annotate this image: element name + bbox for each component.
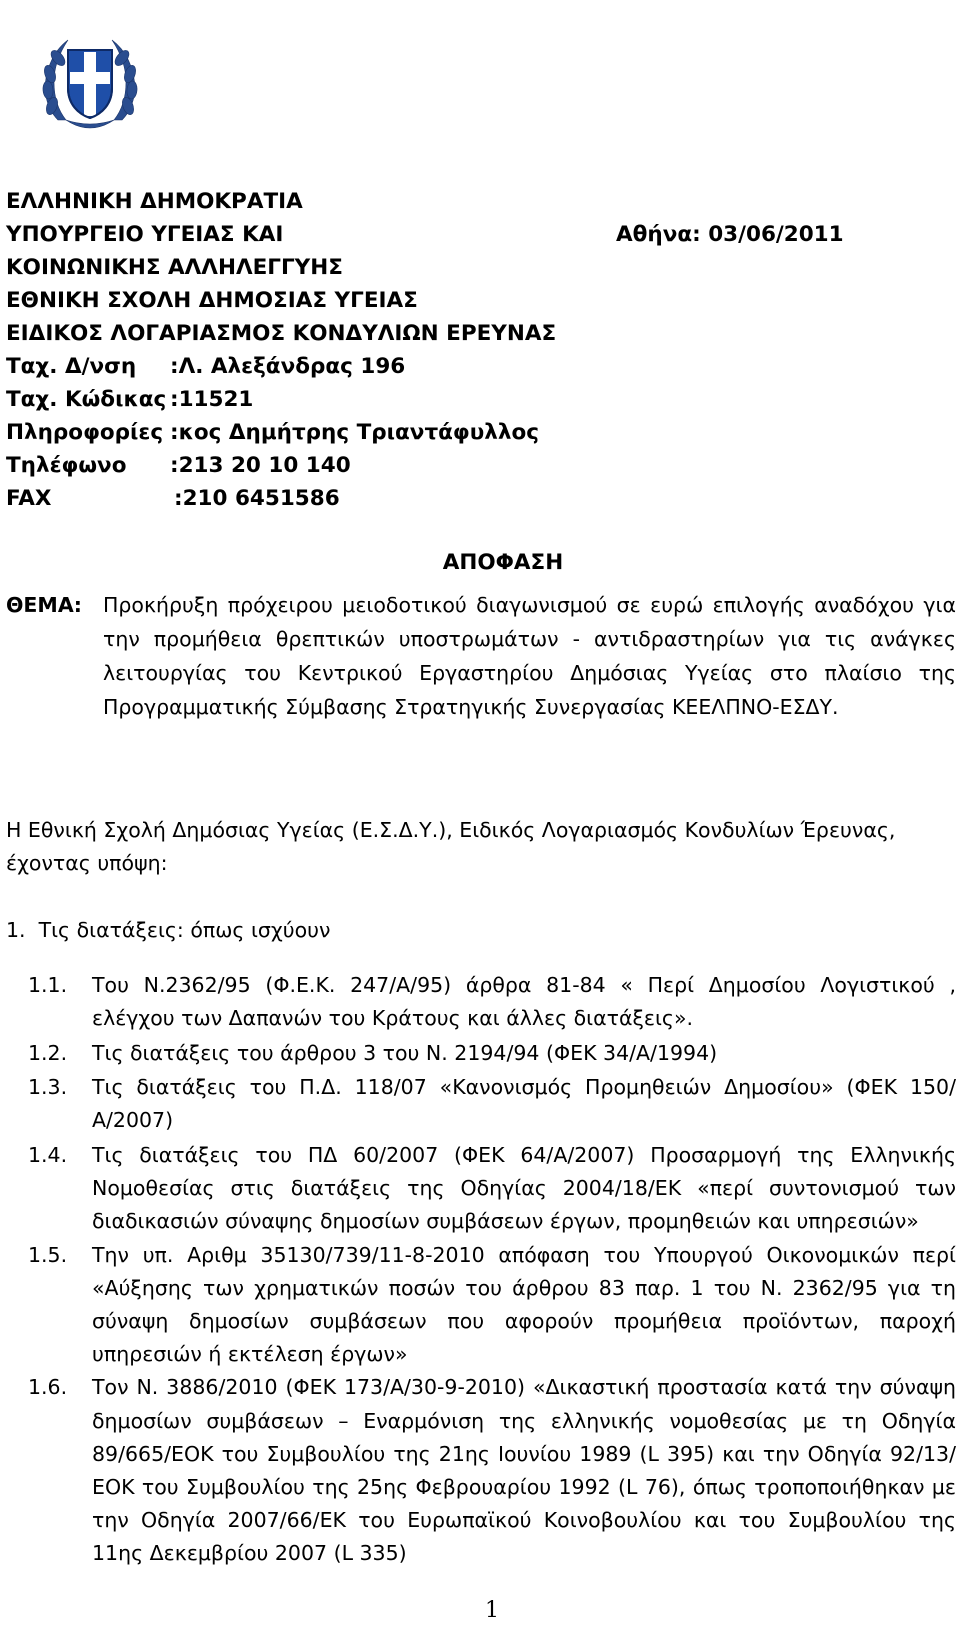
list-item bbox=[28, 1037, 956, 1070]
header-line bbox=[6, 284, 956, 317]
contact-value: :11521 bbox=[170, 387, 254, 412]
header-line bbox=[6, 317, 956, 350]
header-line-text: ΥΠΟΥΡΓΕΙΟ ΥΓΕΙΑΣ ΚΑΙ bbox=[6, 222, 284, 247]
contact-row bbox=[6, 350, 956, 383]
contact-row bbox=[6, 482, 956, 515]
list-item bbox=[28, 1139, 956, 1239]
contact-label: Τηλέφωνο bbox=[6, 453, 127, 478]
header-line bbox=[6, 185, 956, 218]
subject-block bbox=[6, 588, 956, 724]
item-text: Την υπ. Αριθμ 35130/739/11-8-2010 απόφαση του Υπουργού Οικονομικών περί «Αύξησης των χρηματικών ποσών του άρθρου 83 παρ. 1 του Ν. 2362/95 για τη σύναψη δημοσίων συμβάσεων που αφορούν προμήθεια προϊόντων, παροχή υπηρεσιών ή εκτέλεση έργων» bbox=[92, 1242, 956, 1367]
subject-label: ΘΕΜΑ: bbox=[6, 593, 82, 617]
header-line-text: ΚΟΙΝΩΝΙΚΗΣ ΑΛΛΗΛΕΓΓΥΗΣ bbox=[6, 255, 343, 280]
page-number: 1 bbox=[485, 1598, 499, 1623]
header-line-text: ΕΘΝΙΚΗ ΣΧΟΛΗ ΔΗΜΟΣΙΑΣ ΥΓΕΙΑΣ bbox=[6, 288, 418, 313]
item-text: Τις διατάξεις του άρθρου 3 του Ν. 2194/94 (ΦΕΚ 34/Α/1994) bbox=[92, 1041, 718, 1066]
contact-value: :Λ. Αλεξάνδρας 196 bbox=[170, 354, 406, 379]
section-heading: 1. Τις διατάξεις: όπως ισχύουν bbox=[6, 918, 331, 942]
contact-row bbox=[6, 416, 956, 449]
contact-label: FAX bbox=[6, 486, 52, 511]
item-number: 1.1. bbox=[28, 973, 68, 997]
contact-value: :213 20 10 140 bbox=[170, 453, 351, 478]
provisions-list bbox=[28, 969, 956, 1571]
contact-row bbox=[6, 449, 956, 482]
list-item bbox=[28, 1071, 956, 1137]
list-item bbox=[28, 969, 956, 1035]
header-line bbox=[6, 251, 956, 284]
list-item bbox=[28, 1239, 956, 1372]
intro-paragraph: Η Εθνική Σχολή Δημόσιας Υγείας (Ε.Σ.Δ.Υ.), Ειδικός Λογαριασμός Κονδυλίων Έρευνας, έχοντας υπόψη: bbox=[6, 818, 896, 875]
header-line bbox=[6, 218, 956, 251]
contact-value: :210 6451586 bbox=[174, 486, 340, 511]
contact-label: Πληροφορίες bbox=[6, 420, 164, 445]
contact-row bbox=[6, 383, 956, 416]
issuer-header bbox=[6, 185, 956, 515]
greek-emblem-icon bbox=[38, 28, 142, 138]
item-text: Του Ν.2362/95 (Φ.Ε.Κ. 247/Α/95) άρθρα 81-84 « Περί Δημοσίου Λογιστικού , ελέγχου των Δαπανών του Κράτους και άλλες διατάξεις». bbox=[92, 973, 956, 1031]
contact-label: Ταχ. Κώδικας bbox=[6, 387, 167, 412]
item-number: 1.3. bbox=[28, 1074, 68, 1099]
contact-value: :κος Δημήτρης Τριαντάφυλλος bbox=[170, 420, 539, 445]
subject-text: Προκήρυξη πρόχειρου μειοδοτικού διαγωνισμού σε ευρώ επιλογής αναδόχου για την προμήθεια θρεπτικών υποστρωμάτων - αντιδραστηρίων για τις ανάγκες λειτουργίας του Κεντρικού Εργαστηρίου Δημόσιας Υγείας στο πλαίσιο της Προγραμματικής Σύμβασης Στρατηγικής Συνεργασίας ΚΕΕΛΠΝΟ-ΕΣΔΥ. bbox=[103, 593, 956, 719]
list-item bbox=[28, 1371, 956, 1570]
header-line-text: ΕΙΔΙΚΟΣ ΛΟΓΑΡΙΑΣΜΟΣ ΚΟΝΔΥΛΙΩΝ ΕΡΕΥΝΑΣ bbox=[6, 321, 557, 346]
item-number: 1.2. bbox=[28, 1041, 68, 1066]
decision-title: ΑΠΟΦΑΣΗ bbox=[442, 550, 564, 575]
header-line-text: ΕΛΛΗΝΙΚΗ ΔΗΜΟΚΡΑΤΙΑ bbox=[6, 189, 303, 214]
item-text: Τις διατάξεις του ΠΔ 60/2007 (ΦΕΚ 64/Α/2007) Προσαρμογή της Ελληνικής Νομοθεσίας στις διατάξεις της Οδηγίας 2004/18/ΕΚ «περί συντονισμού των διαδικασιών σύναψης δημοσίων συμβάσεων έργων, προμηθειών και υπηρεσιών» bbox=[92, 1143, 956, 1234]
contact-label: Ταχ. Δ/νση bbox=[6, 354, 137, 379]
document-date: Αθήνα: 03/06/2011 bbox=[616, 222, 844, 247]
item-text: Τον Ν. 3886/2010 (ΦΕΚ 173/Α/30-9-2010) «Δικαστική προστασία κατά την σύναψη δημοσίων συμβάσεων – Εναρμόνιση της ελληνικής νομοθεσίας με τη Οδηγία 89/665/ΕΟΚ του Συμβουλίου της 21ης Ιουνίου 1989 (L 395) και την Οδηγία 92/13/ΕΟΚ του Συμβουλίου της 25ης Φεβρουαρίου 1992 (L 76), όπως τροποποιήθηκαν με την Οδηγία 2007/66/ΕΚ του Ευρωπαϊκού Κοινοβουλίου και του Συμβουλίου της 11ης Δεκεμβρίου 2007 (L 335) bbox=[92, 1375, 956, 1566]
item-number: 1.5. bbox=[28, 1242, 68, 1267]
item-text: Τις διατάξεις του Π.Δ. 118/07 «Κανονισμός Προμηθειών Δημοσίου» (ΦΕΚ 150/Α/2007) bbox=[92, 1074, 956, 1132]
item-number: 1.6. bbox=[28, 1375, 68, 1400]
item-number: 1.4. bbox=[28, 1143, 68, 1168]
